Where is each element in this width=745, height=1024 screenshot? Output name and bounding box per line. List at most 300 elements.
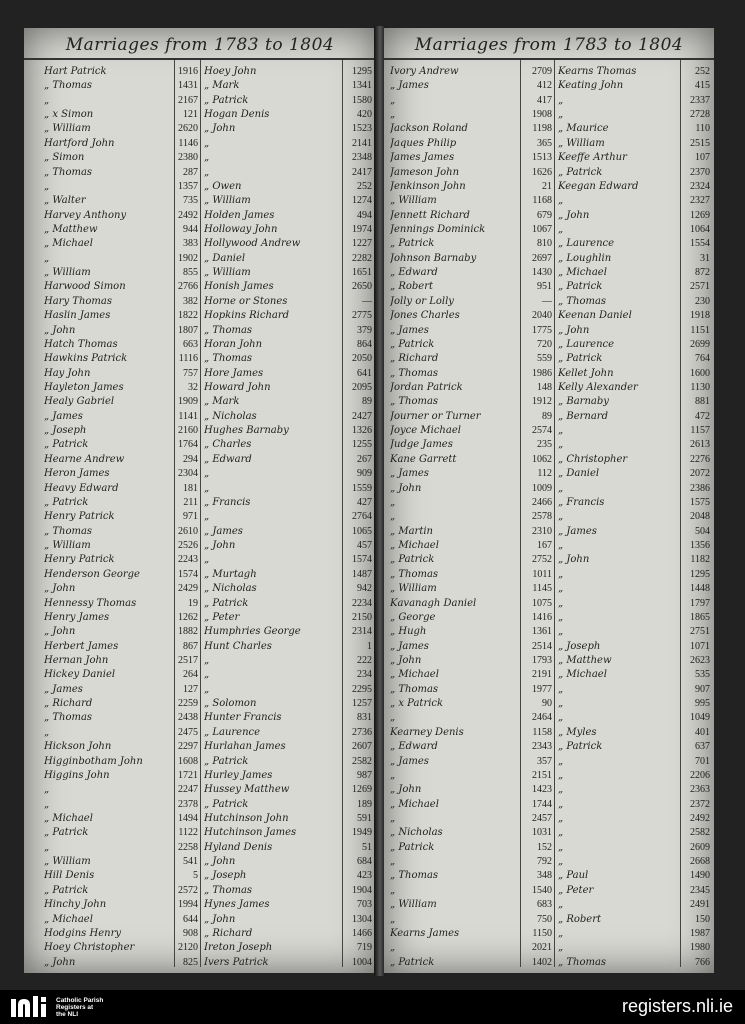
entry-number: 1257	[352, 698, 372, 710]
entry-number: 31	[700, 252, 710, 264]
entry-name: „ George	[390, 611, 436, 623]
entry-number: 1357	[178, 180, 198, 192]
entry-name: „ John	[558, 324, 590, 336]
entry-name: „ Myles	[558, 726, 597, 738]
site-link[interactable]: registers.nli.ie	[621, 996, 733, 1016]
register-row	[24, 208, 376, 223]
register-row	[24, 107, 376, 122]
register-row	[24, 596, 376, 611]
register-row	[24, 739, 376, 754]
entry-name: Hill Denis	[44, 870, 95, 882]
entry-number: 810	[537, 238, 552, 250]
entry-number: 181	[183, 482, 198, 494]
entry-name: Ireton Joseph	[204, 942, 273, 954]
register-row	[24, 452, 376, 467]
register-row	[384, 725, 714, 740]
entry-number: 189	[357, 798, 372, 810]
brand-line: Catholic Parish	[56, 997, 104, 1004]
entry-number: 2310	[532, 525, 552, 537]
left-register-page	[24, 28, 376, 973]
register-row	[384, 840, 714, 855]
entry-name: Hartford John	[44, 137, 115, 149]
entry-number: 107	[695, 152, 710, 164]
entry-number: 1150	[532, 927, 552, 939]
entry-number: 1559	[352, 482, 372, 494]
entry-name: „ William	[558, 137, 605, 149]
entry-name: „	[44, 784, 50, 796]
entry-number: 1141	[178, 410, 198, 422]
register-row	[24, 653, 376, 668]
register-row	[24, 193, 376, 208]
entry-name: Hickson John	[44, 741, 112, 753]
entry-name: „	[204, 511, 210, 523]
entry-number: 1431	[178, 80, 198, 92]
entry-number: 420	[357, 109, 372, 121]
entry-number: 2282	[352, 252, 372, 264]
entry-number: 1797	[690, 597, 710, 609]
entry-name: „ Joseph	[204, 870, 247, 882]
entry-number: 1974	[352, 224, 372, 236]
register-row	[24, 725, 376, 740]
entry-number: 908	[183, 927, 198, 939]
register-row	[384, 165, 714, 180]
entry-name: Judge James	[390, 439, 453, 451]
entry-number: 1158	[532, 726, 552, 738]
register-row	[384, 596, 714, 611]
entry-number: 679	[537, 209, 552, 221]
entry-number: 2247	[178, 784, 198, 796]
register-row	[24, 380, 376, 395]
entry-name: Kearns Thomas	[558, 66, 637, 77]
entry-number: 1151	[690, 324, 710, 336]
entry-name: „	[558, 597, 564, 609]
entry-name: „ Thomas	[558, 295, 607, 307]
entry-name: „ Thomas	[44, 166, 93, 178]
entry-number: 2491	[690, 899, 710, 911]
entry-number: 1269	[352, 784, 372, 796]
entry-name: „ Michael	[44, 913, 93, 925]
register-row	[384, 955, 714, 970]
entry-name: „ James	[390, 468, 429, 480]
entry-number: 294	[183, 453, 198, 465]
entry-number: 1071	[690, 640, 710, 652]
entry-number: 2324	[690, 180, 710, 192]
register-row	[24, 308, 376, 323]
entry-number: 2427	[352, 410, 372, 422]
entry-number: 1775	[532, 324, 552, 336]
entry-name: „ William	[390, 195, 437, 207]
entry-name: Herbert James	[44, 640, 119, 652]
register-row	[384, 696, 714, 711]
entry-number: 2574	[532, 425, 552, 437]
entry-number: 951	[537, 281, 552, 293]
entry-number: 2370	[690, 166, 710, 178]
entry-name: „	[44, 180, 50, 192]
entry-number: 2572	[178, 884, 198, 896]
entry-number: 2327	[690, 195, 710, 207]
entry-number: 379	[357, 324, 372, 336]
register-row	[384, 912, 714, 927]
entry-name: „ Patrick	[390, 956, 435, 968]
register-row	[24, 93, 376, 108]
register-row	[384, 64, 714, 79]
register-row	[24, 481, 376, 496]
entry-number: 559	[537, 353, 552, 365]
entry-number: 2095	[352, 382, 372, 394]
entry-number: 971	[183, 511, 198, 523]
entry-number: 2728	[690, 109, 710, 121]
register-row	[384, 739, 714, 754]
register-row	[24, 897, 376, 912]
entry-name: „ Patrick	[204, 798, 249, 810]
register-row	[24, 797, 376, 812]
entry-name: „ Patrick	[558, 166, 603, 178]
entry-number: 1902	[178, 252, 198, 264]
register-row	[384, 279, 714, 294]
register-row	[384, 294, 714, 309]
entry-name: „	[44, 798, 50, 810]
register-row	[24, 854, 376, 869]
entry-number: 1	[367, 640, 372, 652]
entry-number: 2243	[178, 554, 198, 566]
entry-number: 1494	[178, 812, 198, 824]
entry-number: 412	[537, 80, 552, 92]
entry-number: 1004	[352, 956, 372, 968]
register-row	[24, 165, 376, 180]
register-row	[24, 236, 376, 251]
entry-name: Holloway John	[204, 224, 278, 236]
register-row	[384, 897, 714, 912]
entry-number: 1466	[352, 927, 372, 939]
entry-number: 1865	[690, 611, 710, 623]
entry-number: 1600	[690, 367, 710, 379]
entry-name: „ Michael	[390, 540, 439, 552]
entry-number: 2492	[178, 209, 198, 221]
entry-name: „	[204, 683, 210, 695]
entry-name: Hearne Andrew	[44, 453, 125, 465]
entry-number: 864	[357, 338, 372, 350]
register-row	[24, 825, 376, 840]
entry-name: Harwood Simon	[44, 281, 126, 293]
register-row	[24, 423, 376, 438]
register-row	[384, 150, 714, 165]
entry-number: 591	[357, 812, 372, 824]
entry-number: 2620	[178, 123, 198, 135]
entry-name: „ Michael	[558, 669, 607, 681]
register-row	[384, 251, 714, 266]
entry-number: 855	[183, 267, 198, 279]
entry-name: „ Charles	[204, 439, 252, 451]
entry-number: 641	[357, 367, 372, 379]
entry-name: „	[558, 769, 564, 781]
entry-number: 1274	[352, 195, 372, 207]
entry-number: 1130	[690, 382, 710, 394]
entry-name: Keating John	[558, 80, 624, 92]
entry-number: 1009	[532, 482, 552, 494]
entry-number: 1721	[178, 769, 198, 781]
entry-number: 1031	[532, 827, 552, 839]
entry-number: 2609	[690, 841, 710, 853]
entry-number: 684	[357, 856, 372, 868]
entry-name: Henderson George	[44, 568, 140, 580]
register-row	[384, 868, 714, 883]
register-row	[384, 481, 714, 496]
entry-name: „	[204, 152, 210, 164]
entry-name: „ Richard	[204, 927, 253, 939]
entry-number: 2464	[532, 712, 552, 724]
register-row	[24, 394, 376, 409]
entry-name: Harvey Anthony	[44, 209, 127, 221]
entry-name: „ Laurence	[558, 338, 615, 350]
entry-number: 2040	[532, 310, 552, 322]
entry-number: 2234	[352, 597, 372, 609]
register-row	[384, 797, 714, 812]
entry-number: 1049	[690, 712, 710, 724]
entry-name: „ Michael	[390, 798, 439, 810]
entry-name: Jennett Richard	[390, 209, 470, 221]
entry-name: „ Edward	[390, 741, 438, 753]
entry-number: 2297	[178, 741, 198, 753]
entry-name: „	[558, 755, 564, 767]
register-row	[24, 337, 376, 352]
entry-name: „ Mark	[204, 80, 240, 92]
entry-name: „ Patrick	[204, 755, 249, 767]
entry-name: Johnson Barnaby	[390, 252, 477, 264]
entry-name: „ James	[204, 525, 243, 537]
entry-number: 1356	[690, 540, 710, 552]
entry-number: 1067	[532, 224, 552, 236]
register-row	[384, 710, 714, 725]
entry-name: „ James	[44, 683, 83, 695]
entry-name: „ Daniel	[558, 468, 600, 480]
entry-number: 222	[357, 654, 372, 666]
entry-number: 2475	[178, 726, 198, 738]
entry-number: 1651	[352, 267, 372, 279]
entry-number: 2417	[352, 166, 372, 178]
entry-number: 907	[695, 683, 710, 695]
entry-name: „ Patrick	[390, 841, 435, 853]
entry-number: 2526	[178, 540, 198, 552]
register-row	[24, 265, 376, 280]
entry-number: 365	[537, 137, 552, 149]
entry-name: „ John	[44, 324, 76, 336]
entry-number: 766	[695, 956, 710, 968]
register-row	[24, 222, 376, 237]
entry-number: 1198	[532, 123, 552, 135]
entry-name: „ Bernard	[558, 410, 608, 422]
register-row	[24, 366, 376, 381]
entry-number: 51	[362, 841, 372, 853]
entry-name: Kearns James	[390, 927, 460, 939]
entry-name: „ Richard	[44, 698, 93, 710]
entry-name: „	[558, 698, 564, 710]
register-row	[384, 78, 714, 93]
entry-name: Journer or Turner	[390, 410, 481, 422]
entry-number: 792	[537, 856, 552, 868]
entry-name: „ Robert	[390, 281, 434, 293]
entry-name: „ Thomas	[390, 568, 439, 580]
register-row	[384, 538, 714, 553]
entry-name: „ William	[44, 856, 91, 868]
entry-number: 1918	[690, 310, 710, 322]
entry-name: „ Patrick	[558, 353, 603, 365]
entry-number: 1554	[690, 238, 710, 250]
entry-number: 1540	[532, 884, 552, 896]
entry-number: 825	[183, 956, 198, 968]
entry-name: „ William	[390, 899, 437, 911]
entry-number: 2348	[352, 152, 372, 164]
entry-number: 1122	[178, 827, 198, 839]
entry-number: 90	[542, 698, 552, 710]
entry-name: „ Laurence	[558, 238, 615, 250]
register-row	[384, 351, 714, 366]
entry-name: „ Daniel	[204, 252, 246, 264]
entry-number: 2578	[532, 511, 552, 523]
entry-name: Hatch Thomas	[44, 338, 118, 350]
register-row	[24, 150, 376, 165]
entry-number: 2766	[178, 281, 198, 293]
entry-name: „	[204, 654, 210, 666]
entry-name: „ Loughlin	[558, 252, 612, 264]
entry-number: 2072	[690, 468, 710, 480]
register-row	[24, 495, 376, 510]
entry-name: „ Joseph	[558, 640, 601, 652]
entry-number: 2343	[532, 741, 552, 753]
entry-name: „ Patrick	[390, 338, 435, 350]
register-row	[24, 351, 376, 366]
entry-name: Hunt Charles	[204, 640, 272, 652]
entry-name: Hughes Barnaby	[204, 425, 289, 437]
entry-name: Hinchy John	[44, 899, 107, 911]
entry-name: Heron James	[44, 468, 110, 480]
register-row	[384, 452, 714, 467]
entry-name: Jenkinson John	[390, 180, 466, 192]
entry-number: 1807	[178, 324, 198, 336]
entry-name: Hutchinson James	[204, 827, 297, 839]
entry-name: „ Francis	[558, 496, 605, 508]
entry-number: 21	[542, 180, 552, 192]
entry-number: 1987	[690, 927, 710, 939]
entry-number: 415	[695, 80, 710, 92]
entry-name: „	[558, 856, 564, 868]
register-row	[384, 121, 714, 136]
nli-logo[interactable]	[10, 995, 54, 1019]
entry-name: James James	[390, 152, 455, 164]
entry-name: „ Thomas	[558, 956, 607, 968]
entry-name: „	[390, 712, 396, 724]
entry-name: „ John	[558, 209, 590, 221]
entry-number: 1764	[178, 439, 198, 451]
entry-number: —	[362, 295, 372, 307]
entry-name: Higginbotham John	[44, 755, 143, 767]
entry-name: „ William	[204, 195, 251, 207]
entry-name: „	[558, 927, 564, 939]
entry-name: „ William	[44, 267, 91, 279]
entry-number: 2582	[690, 827, 710, 839]
entry-name: „	[204, 669, 210, 681]
entry-name: „	[558, 841, 564, 853]
entry-number: 2258	[178, 841, 198, 853]
entry-number: 2438	[178, 712, 198, 724]
entry-name: „ Patrick	[204, 597, 249, 609]
entry-number: 110	[695, 123, 710, 135]
register-row	[24, 667, 376, 682]
entry-name: „ Barnaby	[558, 396, 609, 408]
entry-number: 2276	[690, 453, 710, 465]
entry-number: 1262	[178, 611, 198, 623]
entry-number: 382	[183, 295, 198, 307]
register-row	[384, 610, 714, 625]
register-row	[384, 682, 714, 697]
entry-name: Hoey Christopher	[44, 942, 135, 954]
entry-name: „ Thomas	[44, 712, 93, 724]
register-row	[384, 193, 714, 208]
entry-name: „ John	[390, 784, 422, 796]
entry-name: „ Edward	[204, 453, 252, 465]
entry-number: 2167	[178, 94, 198, 106]
entry-number: 1523	[352, 123, 372, 135]
entry-name: „ Matthew	[44, 224, 98, 236]
entry-name: Hunter Francis	[204, 712, 282, 724]
entry-number: 148	[537, 382, 552, 394]
entry-number: 2623	[690, 654, 710, 666]
entry-name: „ Michael	[390, 669, 439, 681]
entry-number: 1295	[690, 568, 710, 580]
entry-name: „ Walter	[44, 195, 86, 207]
entry-name: „ Patrick	[44, 884, 89, 896]
entry-name: „	[204, 137, 210, 149]
entry-number: 2372	[690, 798, 710, 810]
entry-name: „ Hugh	[390, 626, 427, 638]
entry-name: Henry James	[44, 611, 110, 623]
entry-name: „ Nicholas	[204, 410, 257, 422]
entry-name: „	[44, 726, 50, 738]
entry-name: „	[558, 511, 564, 523]
register-row	[384, 811, 714, 826]
entry-number: 750	[537, 913, 552, 925]
entry-number: 2610	[178, 525, 198, 537]
entry-number: 1909	[178, 396, 198, 408]
register-row	[384, 337, 714, 352]
entry-name: Joyce Michael	[390, 425, 461, 437]
entry-name: „ Robert	[558, 913, 602, 925]
entry-number: 1882	[178, 626, 198, 638]
entry-number: 703	[357, 899, 372, 911]
entry-number: 32	[188, 382, 198, 394]
entry-number: 2751	[690, 626, 710, 638]
register-row	[24, 524, 376, 539]
entry-name: „ William	[44, 123, 91, 135]
entry-number: 831	[357, 712, 372, 724]
footer-bar	[0, 990, 745, 1024]
entry-number: 2380	[178, 152, 198, 164]
entry-number: 167	[537, 540, 552, 552]
entry-name: „	[558, 827, 564, 839]
entry-name: „ Patrick	[558, 741, 603, 753]
entry-name: „ Martin	[390, 525, 433, 537]
entry-number: 2607	[352, 741, 372, 753]
entry-number: 89	[362, 396, 372, 408]
entry-number: 2141	[352, 137, 372, 149]
entry-name: Jennings Dominick	[390, 224, 486, 236]
register-row	[384, 265, 714, 280]
entry-name: „ William	[44, 540, 91, 552]
entry-number: 1430	[532, 267, 552, 279]
entry-number: 1075	[532, 597, 552, 609]
entry-number: 683	[537, 899, 552, 911]
entry-number: 1448	[690, 583, 710, 595]
register-row	[24, 840, 376, 855]
